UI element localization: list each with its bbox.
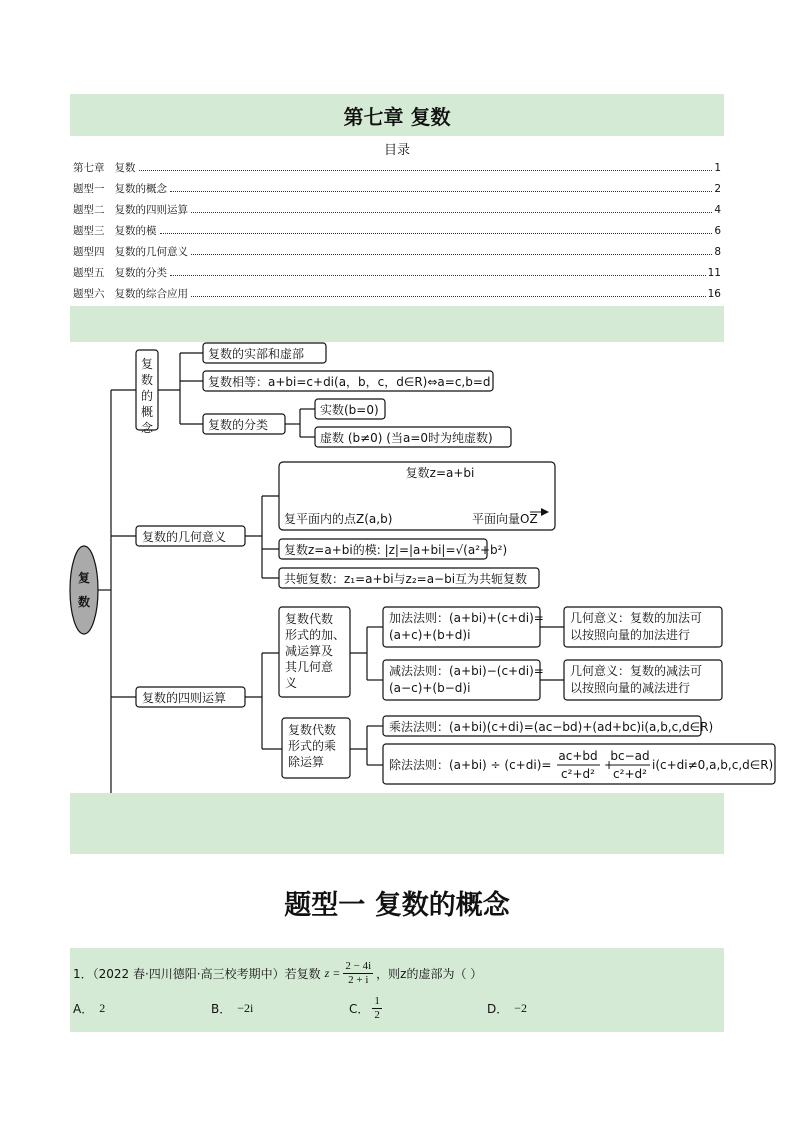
geo-vector-label: 平面向量OZ <box>472 512 538 526</box>
div-rule-suffix: i(c+di≠0,a,b,c,d∈R) <box>652 758 774 772</box>
option-value: −2i <box>237 1001 254 1015</box>
equality-node <box>203 371 493 391</box>
four-ops-label: 复数的四则运算 <box>142 691 227 705</box>
option-letter: A． <box>73 1002 94 1016</box>
imaginary-number-node <box>315 427 511 447</box>
option-letter: D． <box>487 1002 509 1016</box>
geometric-label: 复数的几何意义 <box>142 530 227 544</box>
conjugate-node <box>279 568 539 588</box>
root-label: 数 <box>77 595 91 609</box>
toc-label: 题型二 复数的四则运算 <box>73 204 189 216</box>
add-rule-label: 加法法则：(a+bi)+(c+di)= (a+c)+(b+d)i <box>389 611 544 642</box>
chapter-title: 第七章 复数 <box>343 104 451 129</box>
toc-label: 题型六 复数的综合应用 <box>73 288 189 300</box>
toc-page: 1 <box>714 162 721 174</box>
modulus-node <box>279 539 507 559</box>
question-fraction <box>343 960 373 987</box>
toc-label: 题型三 复数的模 <box>73 225 157 237</box>
z-equals: z = <box>324 966 341 980</box>
conjugate-label: 共轭复数：z₁=a+bi与z₂=a−bi互为共轭复数 <box>284 572 528 586</box>
geo-z-label: 复数z=a+bi <box>405 466 475 480</box>
option-d[interactable] <box>487 1000 527 1017</box>
div-frac2-den: c²+d² <box>613 767 647 781</box>
option-a[interactable] <box>73 1000 105 1017</box>
real-number-node <box>315 399 385 419</box>
option-c[interactable] <box>349 995 385 1022</box>
option-letter: C． <box>349 1002 370 1016</box>
toc-page: 4 <box>714 204 721 216</box>
option-value: −2 <box>514 1001 528 1015</box>
question-prefix: 1．（2022 春·四川德阳·高三校考期中）若复数 <box>73 967 321 981</box>
toc-label: 题型四 复数的几何意义 <box>73 246 189 258</box>
geometric-node <box>136 526 245 546</box>
modulus-label: 复数z=a+bi的模: |z|=|a+bi|=√(a²+b²) <box>284 543 508 557</box>
toc-page: 2 <box>714 183 721 195</box>
classification-label: 复数的分类 <box>208 418 269 432</box>
root-node <box>70 546 98 634</box>
toc-label: 题型一 复数的概念 <box>73 183 168 195</box>
fraction-denominator: 2 + i <box>348 974 369 986</box>
option-value: 2 <box>99 1001 106 1015</box>
div-rule-prefix: 除法法则：(a+bi) ÷ (c+di)= <box>389 758 552 772</box>
root-label: 复 <box>77 571 91 585</box>
div-frac1-num: ac+bd <box>558 749 598 763</box>
sub-geo-label: 几何意义：复数的减法可以按照向量的减法进行 <box>570 664 703 695</box>
real-imag-label: 复数的实部和虚部 <box>208 347 305 361</box>
div-frac2-num: bc−ad <box>610 749 650 763</box>
plus-sign: + <box>604 758 615 772</box>
imaginary-number-label: 虚数 (b≠0) (当a=0时为纯虚数) <box>320 431 493 445</box>
option-frac-num: 1 <box>374 995 380 1007</box>
mul-rule-label: 乘法法则：(a+bi)(c+di)=(ac−bd)+(ad+bc)i(a,b,c,d∈R) <box>389 720 714 734</box>
toc-page: 8 <box>714 246 721 258</box>
classification-node <box>203 414 285 434</box>
fraction-numerator: 2 − 4i <box>345 960 372 972</box>
toc-page: 11 <box>707 267 721 279</box>
question-stem <box>73 960 482 987</box>
concept-label: 复数的概念 <box>140 357 154 435</box>
toc-heading: 目录 <box>383 143 410 158</box>
add-geo-label: 几何意义：复数的加法可以按照向量的加法进行 <box>570 611 703 642</box>
real-imag-node <box>203 343 326 363</box>
toc-page: 6 <box>714 225 721 237</box>
section-title: 题型一 复数的概念 <box>284 890 510 921</box>
toc-page: 16 <box>707 288 721 300</box>
div-rule-node <box>383 744 775 784</box>
mul-rule-node <box>383 716 713 736</box>
option-fraction <box>372 995 382 1022</box>
option-frac-den: 2 <box>374 1009 380 1021</box>
div-frac1-den: c²+d² <box>561 767 595 781</box>
addsub-label: 复数代数形式的加、减运算及其几何意义 <box>285 612 346 690</box>
option-letter: B． <box>211 1002 232 1016</box>
muldiv-label: 复数代数形式的乘除运算 <box>288 723 337 769</box>
option-b[interactable] <box>211 1000 253 1017</box>
sub-rule-label: 减法法则：(a+bi)−(c+di)= (a−c)+(b−d)i <box>389 664 544 695</box>
equality-label: 复数相等：a+bi=c+di(a，b，c，d∈R)⇔a=c,b=d <box>208 375 491 389</box>
toc-label: 第七章 复数 <box>73 162 136 174</box>
question-suffix: ，则z的虚部为（ ） <box>376 967 483 981</box>
toc-label: 题型五 复数的分类 <box>73 267 168 279</box>
real-number-label: 实数(b=0) <box>320 403 379 417</box>
geo-point-label: 复平面内的点Z(a,b) <box>284 512 393 526</box>
four-ops-node <box>136 687 245 707</box>
